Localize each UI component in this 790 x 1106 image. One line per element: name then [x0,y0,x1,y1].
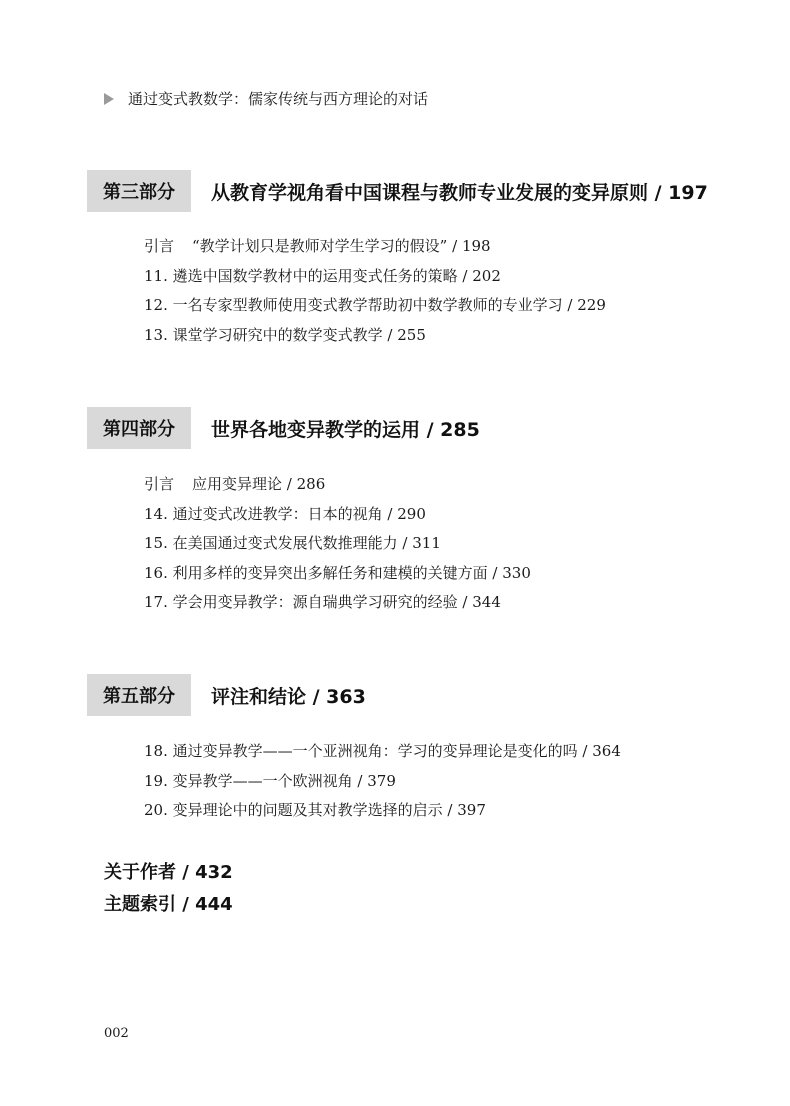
entry-prefix: 18. [144,742,168,760]
toc-list-part-3 [144,232,606,350]
part-heading-5 [87,674,366,716]
triangle-right-icon [104,93,114,105]
toc-entry-subject-index[interactable]: 主题索引 / 444 [104,894,233,915]
part-title: 世界各地变异教学的运用 / 285 [211,418,480,441]
entry-prefix: 14. [144,504,168,523]
page-number: 002 [104,1026,129,1041]
running-header [104,88,428,109]
entry-text: 在美国通过变式发展代数推理能力 / 311 [172,534,441,552]
toc-entry[interactable] [144,588,531,618]
part-label: 第五部分 [87,674,191,716]
entry-prefix: 引言 [144,237,175,255]
toc-entry[interactable] [144,470,531,500]
entry-text: 变异教学——一个欧洲视角 / 379 [172,771,396,790]
toc-entry[interactable] [144,767,621,797]
part-label: 第三部分 [87,170,191,212]
part-heading-4 [87,407,480,449]
entry-text: 应用变异理论 / 286 [192,475,326,493]
entry-prefix: 引言 [144,475,175,493]
part-title: 评注和结论 / 363 [211,685,366,708]
entry-text: 通过变式改进教学：日本的视角 / 290 [172,504,426,523]
part-title: 从教育学视角看中国课程与教师专业发展的变异原则 / 197 [211,181,708,204]
toc-entry[interactable] [144,232,606,262]
toc-entry[interactable] [144,737,621,767]
part-label: 第四部分 [87,407,191,449]
entry-prefix: 17. [144,593,168,611]
toc-entry[interactable] [144,262,606,292]
toc-entry[interactable] [144,796,621,826]
entry-prefix: 11. [144,266,168,285]
running-title: 通过变式教数学：儒家传统与西方理论的对话 [128,90,429,108]
entry-text: 遴选中国数学教材中的运用变式任务的策略 / 202 [172,266,501,285]
toc-entry[interactable] [144,321,606,351]
entry-text: 学会用变异教学：源自瑞典学习研究的经验 / 344 [172,593,501,611]
entry-text: 通过变异教学——一个亚洲视角：学习的变异理论是变化的吗 / 364 [172,742,621,760]
entry-prefix: 13. [144,325,168,344]
entry-prefix: 15. [144,534,168,552]
entry-prefix: 16. [144,563,168,582]
entry-text: 利用多样的变异突出多解任务和建模的关键方面 / 330 [172,563,531,582]
toc-entry[interactable] [144,559,531,589]
entry-text: “教学计划只是教师对学生学习的假设” / 198 [192,237,491,255]
toc-entry[interactable] [144,500,531,530]
toc-list-part-4 [144,470,531,618]
entry-text: 变异理论中的问题及其对教学选择的启示 / 397 [172,801,486,819]
entry-prefix: 19. [144,771,168,790]
toc-entry[interactable] [144,529,531,559]
toc-entry-about-authors[interactable]: 关于作者 / 432 [104,862,233,883]
entry-prefix: 12. [144,296,168,314]
toc-entry[interactable] [144,291,606,321]
entry-text: 课堂学习研究中的数学变式教学 / 255 [172,325,426,344]
entry-prefix: 20. [144,801,168,819]
toc-list-part-5 [144,737,621,826]
part-heading-3 [87,170,708,212]
entry-text: 一名专家型教师使用变式教学帮助初中数学教师的专业学习 / 229 [172,296,606,314]
